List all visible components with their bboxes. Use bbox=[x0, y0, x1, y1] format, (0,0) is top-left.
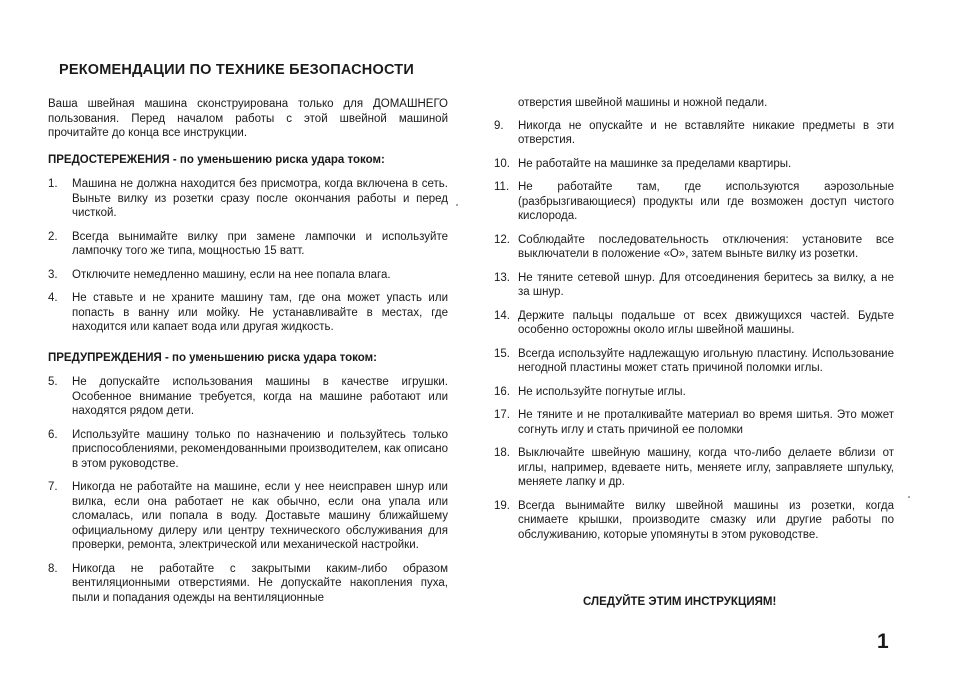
list-item bbox=[48, 230, 448, 259]
item-text: Выключайте швейную машину, когда что-либо делаете вблизи от иглы, например, вдеваете нить, меняете иглу, заправляете шпульку, меняете лапку и др. bbox=[518, 447, 894, 488]
warning-list-right bbox=[494, 119, 894, 543]
list-item bbox=[494, 408, 894, 437]
item-number: 7. bbox=[48, 481, 58, 493]
item-number: 12. bbox=[494, 233, 510, 246]
item-text: Не тяните сетевой шнур. Для отсоединения беритесь за вилку, а не за шнур. bbox=[518, 271, 894, 298]
caution-heading: ПРЕДОСТЕРЕЖЕНИЯ - по уменьшению риска удара током: bbox=[48, 153, 385, 166]
list-item bbox=[48, 268, 448, 283]
item-text: Используйте машину только по назначению и пользуйтесь только приспособлениями, рекомендованными производителем, как описано в этом руководстве. bbox=[72, 428, 448, 470]
warning-heading: ПРЕДУПРЕЖДЕНИЯ - по уменьшению риска удара током: bbox=[48, 351, 377, 364]
item-number: 14. bbox=[494, 309, 510, 322]
item-number: 17. bbox=[494, 409, 510, 421]
scan-speck bbox=[908, 496, 910, 498]
item-text: Не работайте там, где используются аэрозольные (разбрызгивающиеся) продукты или где возможен доступ чистого кислорода. bbox=[518, 181, 894, 222]
item-text: Держите пальцы подальше от всех движущихся частей. Будьте особенно осторожны около иглы швейной машины. bbox=[518, 309, 894, 336]
list-item bbox=[494, 385, 894, 400]
item-text: Не ставьте и не храните машину там, где она может упасть или попасть в ванну или мойку. Не устанавливайте в местах, где находится или капает вода или другая жидкость. bbox=[72, 292, 448, 333]
item-number: 15. bbox=[494, 347, 510, 360]
list-item bbox=[48, 428, 448, 472]
list-item bbox=[48, 291, 448, 335]
item-text: Всегда используйте надлежащую игольную пластину. Использование негодной пластины может стать причиной поломки иглы. bbox=[518, 347, 894, 374]
scan-speck bbox=[456, 204, 458, 206]
list-item bbox=[494, 180, 894, 224]
list-item bbox=[494, 446, 894, 490]
list-item bbox=[494, 233, 894, 262]
list-item bbox=[494, 347, 894, 376]
item-number: 16. bbox=[494, 385, 510, 398]
item-text: Никогда не работайте с закрытыми каким-либо образом вентиляционными отверстиями. Не допускайте накопления пуха, пыли и попадания одежды на вентиляционные bbox=[72, 562, 448, 604]
item-number: 1. bbox=[48, 178, 58, 190]
item-number: 9. bbox=[494, 119, 504, 132]
page-number: 1 bbox=[877, 630, 889, 653]
item-number: 13. bbox=[494, 271, 510, 284]
warning-list-left bbox=[48, 375, 448, 605]
list-item bbox=[494, 119, 894, 148]
item-text: Отключите немедленно машину, если на нее попала влага. bbox=[72, 268, 391, 281]
intro-paragraph: Ваша швейная машина сконструирована только для ДОМАШНЕГО пользования. Перед началом работы с этой швейной машиной прочитайте до конца все инструкции. bbox=[48, 98, 448, 139]
item-number: 5. bbox=[48, 376, 58, 388]
list-item bbox=[48, 480, 448, 553]
list-item bbox=[48, 177, 448, 221]
item-number: 18. bbox=[494, 447, 510, 459]
item-number: 2. bbox=[48, 230, 58, 243]
left-column bbox=[48, 97, 448, 614]
list-item bbox=[48, 375, 448, 419]
list-item bbox=[494, 499, 894, 543]
item-number: 6. bbox=[48, 428, 58, 441]
list-item bbox=[494, 271, 894, 300]
right-column bbox=[494, 96, 894, 551]
item-text: Машина не должна находится без присмотра, когда включена в сеть. Выньте вилку из розетки сразу после окончания работы и перед чисткой. bbox=[72, 178, 448, 219]
item-text: Всегда вынимайте вилку при замене лампочки и используйте лампочку того же типа, мощностью 15 ватт. bbox=[72, 230, 448, 257]
item-text: Соблюдайте последовательность отключения: установите все выключатели в положение «О», затем выньте вилку из розетки. bbox=[518, 233, 894, 260]
item-8-continuation: отверстия швейной машины и ножной педали. bbox=[518, 97, 768, 109]
caution-list bbox=[48, 177, 448, 335]
item-text: Никогда не работайте на машине, если у нее неисправен шнур или вилка, если она работает не как обычно, если она упала или сломалась, или попала в воду. Доставьте машину ближайшему официальному дилеру или центру технического обслуживания для проверки, ремонта, электрической или механической настройки. bbox=[72, 481, 448, 551]
item-number: 10. bbox=[494, 157, 510, 170]
item-number: 4. bbox=[48, 292, 58, 304]
item-number: 11. bbox=[494, 181, 510, 193]
item-text: Не допускайте использования машины в качестве игрушки. Особенное внимание требуется, когда на машине работают или находятся рядом дети. bbox=[72, 376, 448, 417]
item-text: Всегда вынимайте вилку швейной машины из розетки, когда снимаете крышки, производите смазку или другие работы по обслуживанию, которые упомянуты в этом руководстве. bbox=[518, 499, 894, 541]
item-text: Не тяните и не проталкивайте материал во время шитья. Это может согнуть иглу и стать причиной ее поломки bbox=[518, 409, 894, 436]
list-item bbox=[494, 157, 894, 172]
item-text: Не работайте на машинке за пределами квартиры. bbox=[518, 157, 792, 170]
list-item bbox=[48, 562, 448, 606]
page-title: РЕКОМЕНДАЦИИ ПО ТЕХНИКЕ БЕЗОПАСНОСТИ bbox=[59, 62, 414, 78]
item-number: 19. bbox=[494, 499, 510, 512]
item-text: Не используйте погнутые иглы. bbox=[518, 385, 686, 398]
item-number: 3. bbox=[48, 268, 58, 281]
item-text: Никогда не опускайте и не вставляйте никакие предметы в эти отверстия. bbox=[518, 119, 894, 146]
item-number: 8. bbox=[48, 562, 58, 575]
list-item bbox=[494, 309, 894, 338]
follow-instructions-note: СЛЕДУЙТЕ ЭТИМ ИНСТРУКЦИЯМ! bbox=[583, 596, 777, 608]
